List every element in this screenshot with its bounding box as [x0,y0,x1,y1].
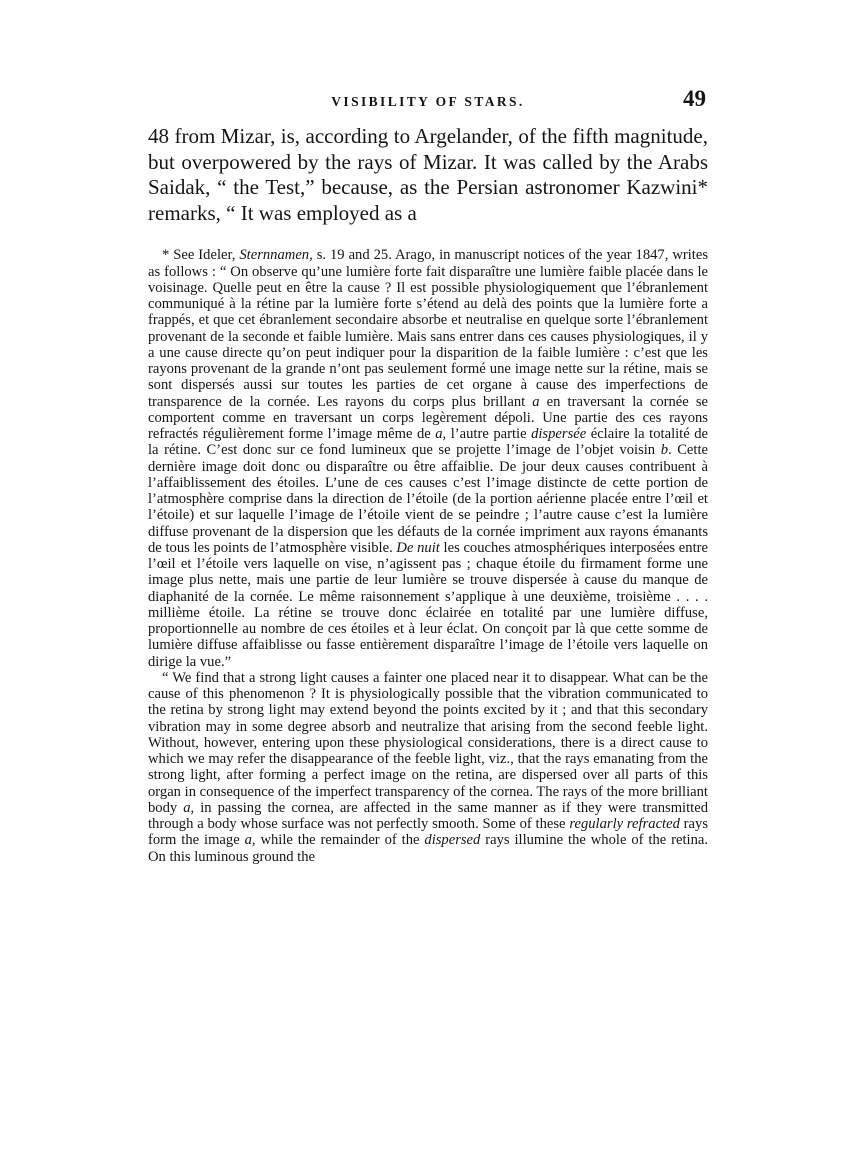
footnote-emphasis: De nuit [396,539,440,556]
footnote-text: . Cette dernière image doit donc ou disparaître ou être affaiblie. De jour deux causes contribuent à l’affaiblissement des étoiles. L’une de ces causes c’est l’image distincte de cette portion de l’atmosphère comprise dans la direction de l’étoile (de la portion aérienne placée entre l’œil et l’étoile) et sur laquelle l’image de l’étoile vient de se peindre ; l’autre cause c’est la lumière diffuse provenant de la dispersion que les défauts de la cornée impriment aux rayons émanants de tous les points de l’atmosphère visible. [148,442,708,556]
footnote-text: en traversant la cornée se comportent comme en traversant un corps legèrement dépoli. Une partie des ces rayons refractés régulièrement forme l’image même de [148,393,708,443]
footnote-english-translation [148,670,708,865]
footnote-variable: b [660,442,668,459]
footnote-variable: a [244,832,252,849]
page-number: 49 [683,86,706,111]
footnote-variable: a [435,426,443,443]
footnote-emphasis: dispersed [424,832,481,849]
footnote-text: rays form the image [148,816,708,849]
book-page [148,84,708,865]
footnote-french-quotation [148,247,708,670]
main-text-paragraph: 48 from Mizar, is, according to Argelander, of the fifth magnitude, but overpowered by the rays of Mizar. It was called by the Arabs Saidak, “ the Test,” because, as the Persian astronomer Kazwini* remarks, “ It was employed as a [148,124,708,225]
footnote-variable: a [183,799,191,816]
footnote-text: les couches atmosphériques interposées entre l’œil et l’étoile vers laquelle on vise, n’agissent pas ; chaque étoile du firmament forme une image plus nette, mais une partie de leur lumière se trouve dispersée à cause du manque de diaphanité de la cornée. Le même raisonnement s’applique à une deuxième, troisième . . . . millième étoile. La rétine se trouve donc éclairée en totalité par une lumière diffuse, proportionnelle au nombre de ces étoiles et à leur éclat. On conçoit par là que cette somme de lumière diffuse affaiblisse ou fasse entièrement disparaître l’image de l’étoile vers laquelle on dirige la vue.” [148,539,708,670]
footnote-text: éclaire la totalité de la rétine. C’est donc sur ce fond lumineux que se projette l’image de l’objet voisin [148,426,709,459]
running-header [148,84,708,116]
footnote-text: rays illumine the whole of the retina. On this luminous ground the [148,832,709,865]
footnote-text: , in passing the cornea, are affected in the same manner as if they were transmitted through a body whose surface was not perfectly smooth. Some of these [148,799,708,833]
footnote [148,247,708,865]
footnote-variable: a [532,393,540,410]
running-title: VISIBILITY OF STARS. [331,94,525,109]
footnote-text: * See Ideler, [162,247,240,264]
footnote-text: “ We find that a strong light causes a fainter one placed near it to disappear. What can be the cause of this phenomenon ? It is physiologically possible that the vibration communicated to the retina by strong light may extend beyond the points excited by it ; and that this secondary vibration may in some degree absorb and neutralize that arising from the second feeble light. Without, however, entering upon these physiological considerations, there is a direct cause to which we may refer the disappearance of the feeble light, viz., that the rays emanating from the strong light, after forming a perfect image on the retina, are dispersed over all parts of this organ in consequence of the imperfect transparency of the cornea. The rays of the more brilliant body [148,669,708,816]
footnote-emphasis: dispersée [531,426,587,443]
footnote-text: , l’autre partie [442,426,532,443]
footnote-text: , while the remainder of the [251,832,425,849]
footnote-emphasis: regularly refracted [569,816,680,833]
footnote-text: , s. 19 and 25. Arago, in manuscript notices of the year 1847, writes as follows : “ On observe qu’une lumière forte fait disparaître une lumière faible placée dans le voisinage. Quelle peut en être la cause ? Il est possible physiologiquement que l’ébranlement communiqué à la rétine par la lumière forte s’étend au delà des points que la lumière forte a frappés, et que cet ébranlement secondaire absorbe et neutralise en quelque sorte l’ébranlement provenant de la seconde et faible lumière. Mais sans entrer dans ces causes physiologiques, il y a une cause directe qu’on peut indiquer pour la disparition de la faible lumière : c’est que les rayons provenant de la grande n’ont pas seulement formé une image nette sur la rétine, mais se sont dispersés aussi sur toutes les parties de cet organe à cause des imperfections de transparence de la cornée. Les rayons du corps plus brillant [148,247,709,410]
footnote-source-title: Sternnamen [239,247,310,264]
